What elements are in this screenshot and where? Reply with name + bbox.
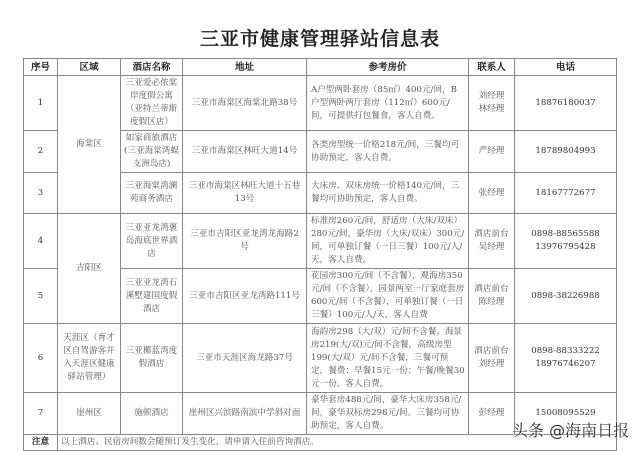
- hotel-info-table: [23, 58, 617, 451]
- header-address: 地址: [183, 59, 307, 76]
- page-title: 三亚市健康管理驿站信息表: [199, 28, 440, 50]
- header-no: 序号: [24, 59, 58, 76]
- hotel-name: 三亚爱必侬棠岸度假公寓（亚特兰蒂斯度假区店）: [121, 76, 183, 131]
- price: 大床房、双床房统一价格140元/间，三餐均可协助预定，客人自费。: [307, 173, 469, 214]
- district-cell: 海棠区: [58, 76, 121, 214]
- price: A户型两卧套房（85㎡）400元/间，B户型两卧两厅套房（112㎡）600元/间，可提供打包餐食，客人自费。: [307, 76, 469, 131]
- price: 标准房260元/间，舒适房（大床/双床）280元/间，豪华房（大床/双床）300元/间，可单独订餐（一日三餐）100元/人/天，客人自费。: [307, 214, 469, 269]
- price: 海韵房298（大/双）元/间不含餐，海景房219(大/双)元/间不含餐，高级房型199(大/双）元/间不含餐，三餐可预定，餐费：早餐15元一份；午餐/晚餐30元一份，客人自费。: [307, 324, 469, 393]
- contact: 酒店前台 刘经理: [469, 324, 515, 393]
- phone: 0898-38226988: [515, 269, 617, 324]
- hotel-name: 三亚亚龙湾石溪墅建国度假酒店: [121, 269, 183, 324]
- header-contact: 联系人: [469, 59, 515, 76]
- header-district: 区域: [58, 59, 121, 76]
- hotel-name: 三亚亚龙湾褒岛海底世界酒店: [121, 214, 183, 269]
- hotel-name: 三亚海棠湾澜苑商务酒店: [121, 173, 183, 214]
- contact: 张经理: [469, 173, 515, 214]
- row-no: 5: [24, 269, 58, 324]
- header-phone: 电话: [515, 59, 617, 76]
- row-no: 1: [24, 76, 58, 131]
- contact: 彭经理: [469, 393, 515, 435]
- hotel-name: 如家商旅酒店(三亚海棠湾蜈支洲岛店): [121, 131, 183, 173]
- address: 三亚市天涯区海龙路37号: [183, 324, 307, 393]
- phone: 15008095529: [515, 393, 617, 435]
- phone: 18167772677: [515, 173, 617, 214]
- row-no: 7: [24, 393, 58, 435]
- district-cell: 崖州区: [58, 393, 121, 435]
- address: 三亚市海棠区林旺大道14号: [183, 131, 307, 173]
- address: 三亚市海棠区海棠北路38号: [183, 76, 307, 131]
- phone: 18789804993: [515, 131, 617, 173]
- row-no: 3: [24, 173, 58, 214]
- address: 三亚市海棠区林旺大道十五巷13号: [183, 173, 307, 214]
- contact: 酒店前台 吴经理: [469, 214, 515, 269]
- district-cell: 天涯区（育才区自驾游客并入天涯区健康驿站管理）: [58, 324, 121, 393]
- phone: 18876180037: [515, 76, 617, 131]
- address: 三亚市吉阳区亚龙湾路111号: [183, 269, 307, 324]
- price: 豪华套房488元/间，豪华大床房358元/间，豪华双标房298元/间。三餐均可协助预定，客人自费。: [307, 393, 469, 435]
- row-no: 6: [24, 324, 58, 393]
- contact: 刘经理 林经理: [469, 76, 515, 131]
- hotel-name: 施顿酒店: [121, 393, 183, 435]
- table-row: [24, 214, 617, 269]
- header-price: 参考房价: [307, 59, 469, 76]
- address: 三亚市吉阳区亚龙湾龙海路2号: [183, 214, 307, 269]
- table-row: [24, 324, 617, 393]
- phone: 0898-88565588 13976795428: [515, 214, 617, 269]
- note-label: 注意: [24, 435, 58, 451]
- contact: 酒店前台 陈经理: [469, 269, 515, 324]
- header-hotel: 酒店名称: [121, 59, 183, 76]
- note-text: 以上酒店、民宿房间数会随预订发生变化，请申请入住前咨询酒店。: [58, 435, 617, 451]
- price: 花园房300元/间（不含餐），观海房350元/间（不含餐），园景两室一厅家庭套房600元/间（不含餐），可单独订餐（一日三餐）100元/人/天，客人自费: [307, 269, 469, 324]
- contact: 严经理: [469, 131, 515, 173]
- phone: 0898-88333222 18976746207: [515, 324, 617, 393]
- hotel-name: 三亚椰蓝湾度假酒店: [121, 324, 183, 393]
- table-row: [24, 76, 617, 131]
- row-no: 2: [24, 131, 58, 173]
- table-header-row: [24, 59, 617, 76]
- row-no: 4: [24, 214, 58, 269]
- price: 各类房型统一价格218元/间，三餐均可协助预定，客人自费。: [307, 131, 469, 173]
- address: 崖州区兴滨路南滨中学斜对面: [183, 393, 307, 435]
- watermark: 头条 @海南日报: [512, 421, 630, 440]
- district-cell: 吉阳区: [58, 214, 121, 324]
